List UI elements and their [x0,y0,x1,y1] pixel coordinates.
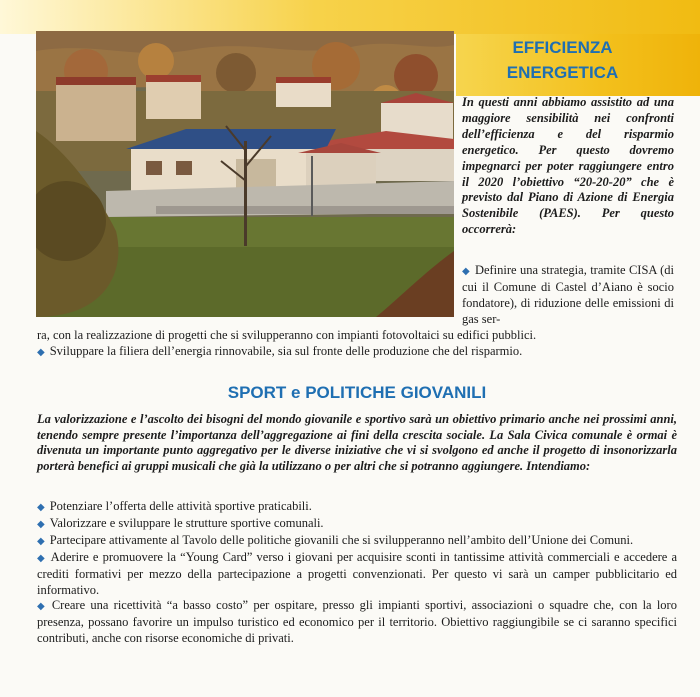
village-photo-illustration [36,31,454,317]
list-item [37,533,677,550]
list-item [37,516,677,533]
sport-list [37,499,677,647]
energy-bullet-1 [462,263,674,328]
bullet-icon: ◆ [37,601,47,613]
energy-title-line2: ENERGETICA [506,63,619,82]
sport-intro: La valorizzazione e l’ascolto dei bisogni del mondo giovanile e sportivo sarà un obiettivo primario anche nei prossimi anni, tenendo sempre presente l’importanza dell’aggregazione ai fini della crescita sociale. La Sala Civica comunale è ormai è divenuta un importante punto aggregativo per le diverse iniziative che vi si svolgono ed anche il progetto di insonorizzarla porterà benefici ai gruppi musicali che già la utilizzano o per altri che si potranno aggiungere. Intendiamo: [37,412,677,474]
bullet-icon: ◆ [37,502,45,513]
energy-intro: In questi anni abbiamo assistito ad una maggiore sensibilità nei confronti dell’efficienza e del risparmio energetico. Per questo dovremo impegnarci per poter raggiungere entro il 2020 l’obiettivo “20-20-20” che è previsto dal Piano di Azione di Energia Sostenibile (PAES). Per questo occorrerà: [462,95,674,237]
list-item [37,550,677,599]
bullet-icon: ◆ [462,266,470,277]
bullet-icon: ◆ [37,518,45,530]
bullet-icon: ◆ [37,552,46,564]
bullet-icon: ◆ [37,535,45,547]
energy-title-line1: EFFICIENZA [512,38,613,57]
energy-bullet-1-text-a: Definire una strategia, tramite CISA (di cui il Comune di Castel d’Aiano è socio fondatore), di riduzione delle emissioni di gas ser- [462,263,674,326]
header-band [0,0,700,34]
list-item [37,499,677,516]
list-item-text: Partecipare attivamente al Tavolo delle politiche giovanili che si svilupperanno nell’ambito dell’Unione dei Comuni. [49,532,634,547]
village-photo [36,31,454,317]
list-item-text: Potenziare l’offerta delle attività sportive praticabili. [49,499,312,513]
list-item-text: Creare una ricettività “a basso costo” per ospitare, presso gli impianti sportivi, associazioni o squadre che, con la loro presenza, possano favorire un impulso turistico ed economico per il territorio. Obiettivo raggiungibile se ci saranno specifici contributi, anche con risorse economiche di privati. [37,598,677,646]
list-item-text: Aderire e promuovere la “Young Card” verso i giovani per acquisire sconti in tantissime attività commerciali e accedere a crediti formativi per mezzo della partecipazione a progetti convenzionati. Per questo vi sarà un camper pubblicitario ed informativo. [37,549,677,597]
list-item-text: Valorizzare e sviluppare le strutture sportive comunali. [49,515,324,530]
sport-section-title: SPORT e POLITICHE GIOVANILI [227,383,487,402]
list-item [37,598,677,647]
bullet-icon: ◆ [37,347,45,358]
energy-section-title [460,35,665,85]
energy-bullet-2 [37,344,677,361]
energy-bullet-1-continued: ra, con la realizzazione di progetti che si svilupperanno con impianti fotovoltaici su edifici pubblici. [37,328,537,342]
energy-bullet-2-text: Sviluppare la filiera dell’energia rinnovabile, sia sul fronte delle produzione che del risparmio. [49,344,523,358]
